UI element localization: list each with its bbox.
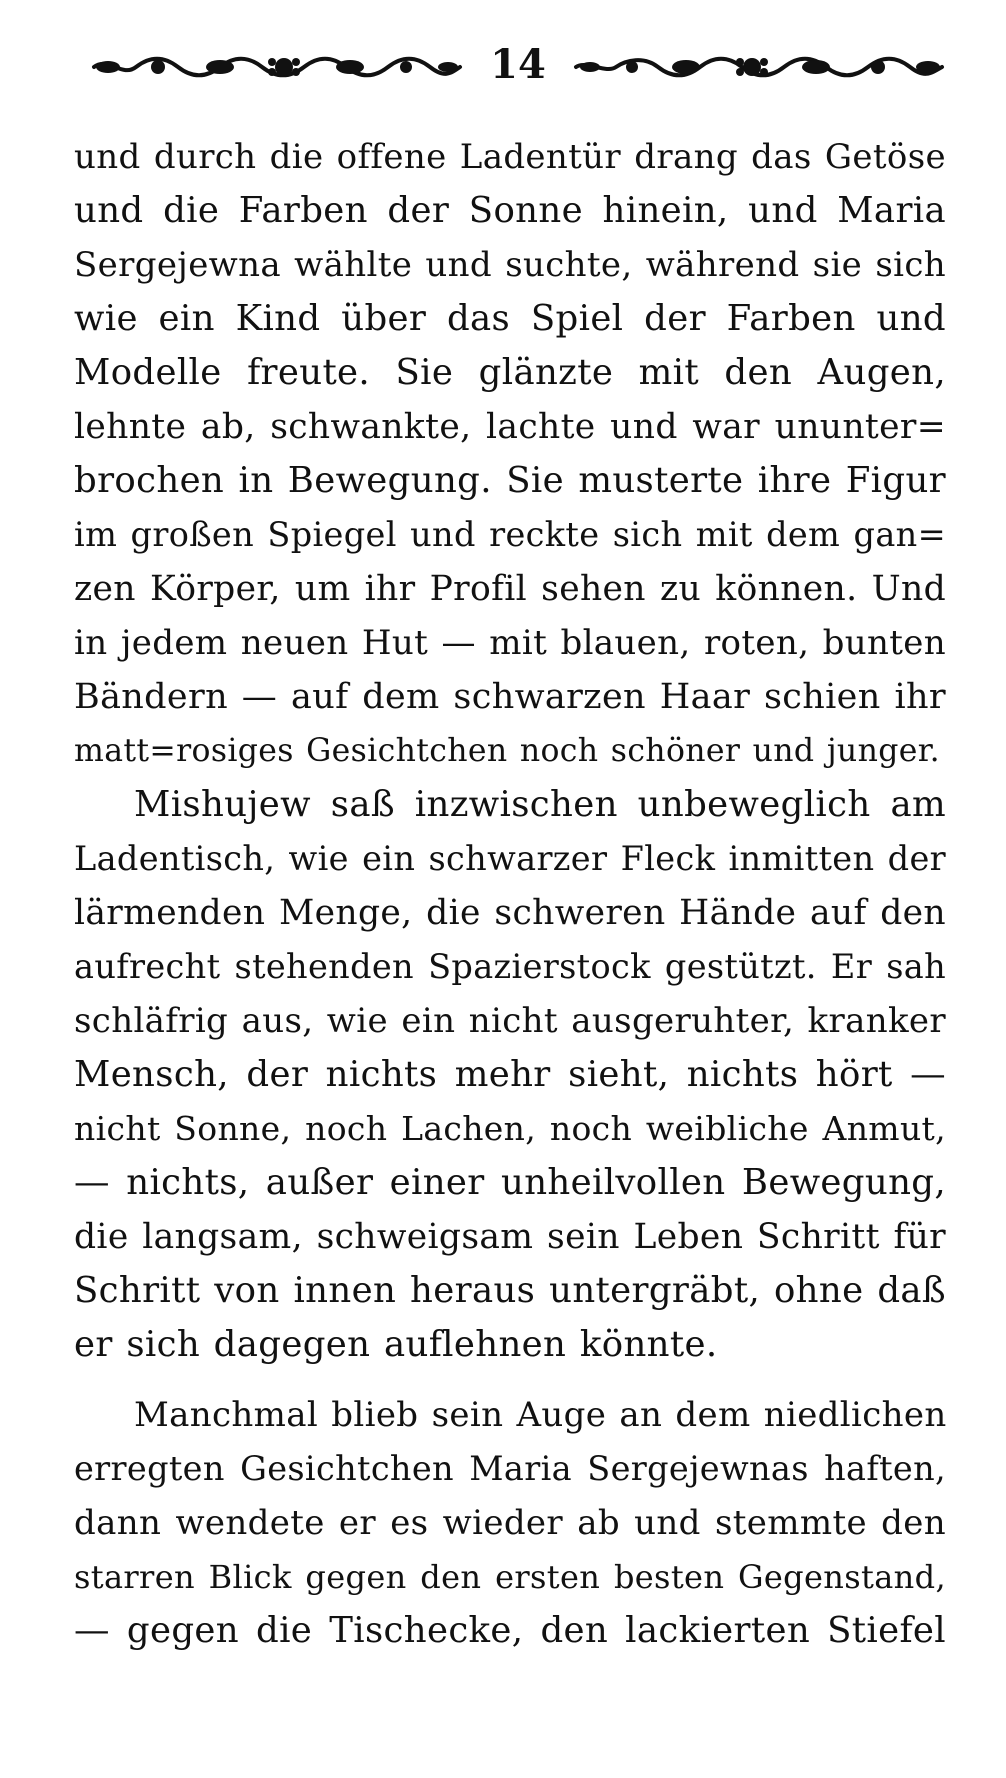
text-line: Mishujew saß inzwischen unbeweglich am: [134, 784, 946, 825]
paragraph: [74, 1388, 946, 1658]
text-line: Mensch, der nichts mehr sieht, nichts hört —: [74, 1054, 946, 1095]
body-text: [74, 130, 946, 1658]
text-line: — nichts, außer einer unheilvollen Bewegung,: [74, 1162, 946, 1203]
text-line: Schritt von innen heraus untergräbt, ohne daß: [74, 1270, 946, 1311]
paragraph-gap: [74, 1372, 946, 1388]
text-line: starren Blick gegen den ersten besten Gegenstand,: [74, 1558, 946, 1596]
text-line: erregten Gesichtchen Maria Sergejewnas haften,: [74, 1449, 946, 1488]
text-line: aufrecht stehenden Spazierstock gestützt. Er sah: [74, 947, 946, 986]
text-line: Manchmal blieb sein Auge an dem niedlichen: [134, 1395, 947, 1435]
text-line: — gegen die Tischecke, den lackierten Stiefel: [74, 1610, 946, 1651]
text-line: zen Körper, um ihr Profil sehen zu können. Und: [74, 569, 946, 609]
text-line: Ladentisch, wie ein schwarzer Fleck inmitten der: [74, 839, 946, 878]
paragraph: [74, 130, 946, 778]
text-line: dann wendete er es wieder ab und stemmte den: [74, 1503, 946, 1543]
text-line: Sergejewna wählte und suchte, während sie sich: [74, 245, 946, 285]
text-line: in jedem neuen Hut — mit blauen, roten, bunten: [74, 623, 946, 663]
text-line: Modelle freute. Sie glänzte mit den Augen,: [74, 352, 946, 393]
text-line: die langsam, schweigsam sein Leben Schritt für: [74, 1217, 946, 1257]
text-line: lärmenden Menge, die schweren Hände auf den: [74, 893, 946, 933]
text-line: nicht Sonne, noch Lachen, noch weibliche Anmut,: [74, 1109, 946, 1148]
text-line: und die Farben der Sonne hinein, und Maria: [74, 190, 946, 231]
text-line: wie ein Kind über das Spiel der Farben und: [74, 298, 946, 339]
page-number: 14: [490, 41, 546, 88]
text-line: und durch die offene Ladentür drang das Getöse: [74, 137, 946, 177]
text-line: lehnte ab, schwankte, lachte und war ununter=: [74, 407, 946, 447]
left-ornament-icon: [88, 50, 468, 84]
text-line: im großen Spiegel und reckte sich mit dem gan=: [74, 515, 946, 554]
text-line: Bändern — auf dem schwarzen Haar schien ihr: [74, 677, 946, 717]
text-line: brochen in Bewegung. Sie musterte ihre Figur: [74, 460, 946, 501]
right-ornament-icon: [568, 50, 948, 84]
page-header: [88, 42, 948, 92]
text-line: er sich dagegen auflehnen könnte.: [74, 1324, 718, 1365]
text-line: matt=rosiges Gesichtchen noch schöner und junger.: [74, 733, 941, 769]
text-line: schläfrig aus, wie ein nicht ausgeruhter, kranker: [74, 1001, 946, 1041]
paragraph: [74, 778, 946, 1372]
